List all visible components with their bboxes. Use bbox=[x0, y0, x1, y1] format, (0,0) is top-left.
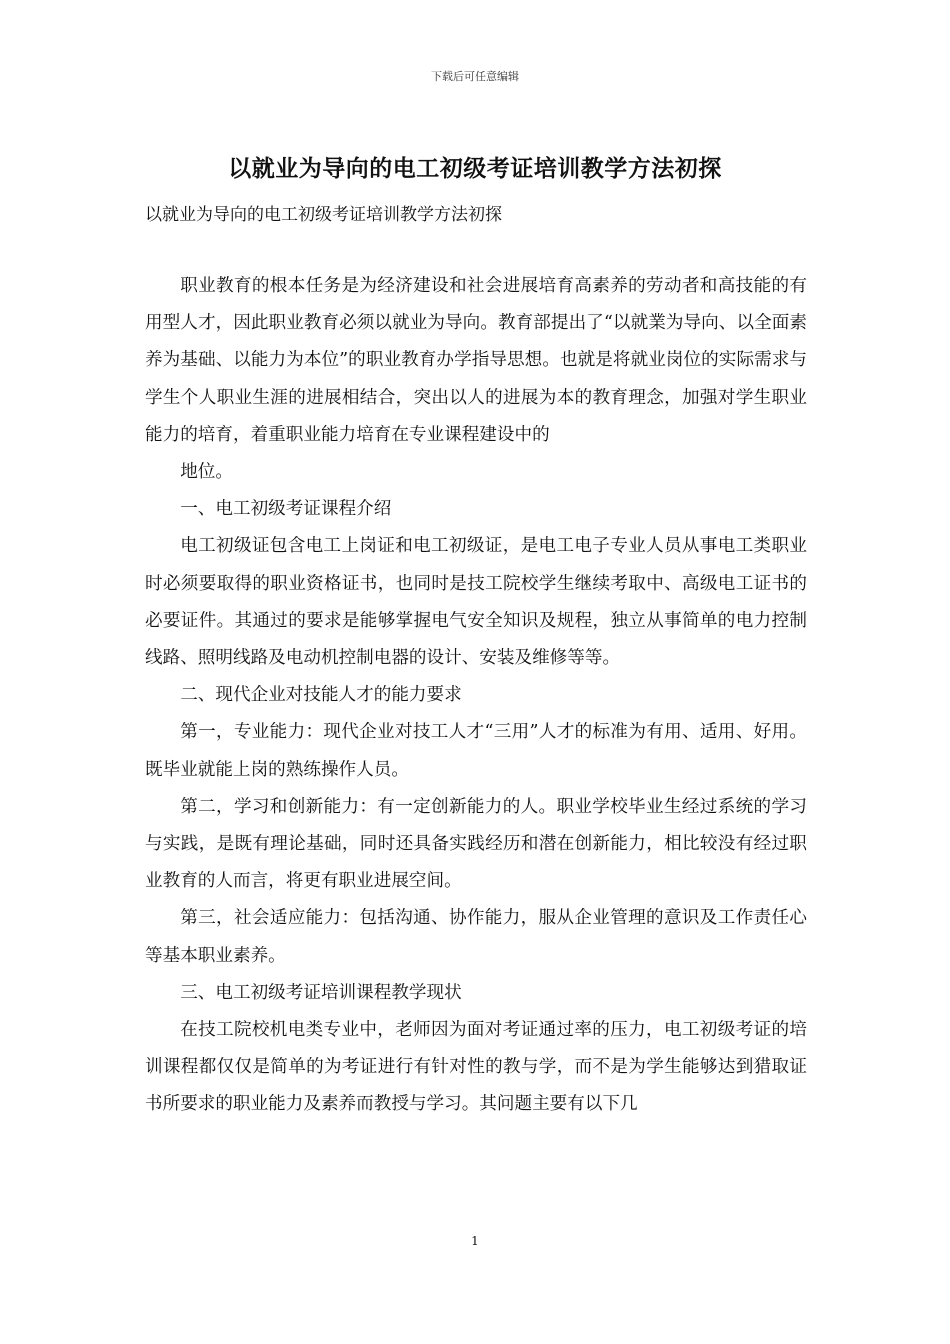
document-title: 以就业为导向的电工初级考证培训教学方法初探 bbox=[228, 155, 722, 182]
paragraph-first-ability: 第一，专业能力：现代企业对技工人才“三用”人才的标准为有用、适用、好用。既毕业就能上岗的熟练操作人员。 bbox=[145, 722, 807, 780]
paragraph-section-3: 在技工院校机电类专业中，老师因为面对考证通过率的压力，电工初级考证的培训课程都仅仅是简单的为考证进行有针对性的教与学，而不是为学生能够达到猎取证书所要求的职业能力及素养而教授与学习。其问题主要有以下几 bbox=[145, 1020, 807, 1115]
section-heading-2: 二、现代企业对技能人才的能力要求 bbox=[180, 685, 462, 706]
paragraph-third-ability: 第三，社会适应能力：包括沟通、协作能力，服从企业管理的意识及工作责任心等基本职业素养。 bbox=[145, 908, 807, 966]
page-header-note: 下载后可任意编辑 bbox=[431, 70, 519, 83]
paragraph-second-ability: 第二，学习和创新能力：有一定创新能力的人。职业学校毕业生经过系统的学习与实践，是既有理论基础，同时还具备实践经历和潜在创新能力，相比较没有经过职业教育的人而言，将更有职业进展空间。 bbox=[145, 796, 807, 892]
paragraph-section-1: 电工初级证包含电工上岗证和电工初级证，是电工电子专业人员从事电工类职业时必须要取得的职业资格证书，也同时是技工院校学生继续考取中、高级电工证书的必要证件。其通过的要求是能够掌握电气安全知识及规程，独立从事简单的电力控制线路、照明线路及电动机控制电器的设计、安装及维修等等。 bbox=[145, 536, 807, 669]
document-body bbox=[145, 268, 807, 1124]
section-heading-3: 三、电工初级考证培训课程教学现状 bbox=[180, 982, 462, 1003]
page-number: 1 bbox=[471, 1234, 479, 1248]
section-heading-1: 一、电工初级考证课程介绍 bbox=[180, 499, 392, 520]
document-subtitle: 以就业为导向的电工初级考证培训教学方法初探 bbox=[145, 205, 502, 225]
paragraph-intro: 职业教育的根本任务是为经济建设和社会进展培育高素养的劳动者和高技能的有用型人才，因此职业教育必须以就业为导向。教育部提出了“以就業为导向、以全面素养为基础、以能力为本位”的职业教育办学指导思想。也就是将就业岗位的实际需求与学生个人职业生涯的进展相结合，突出以人的进展为本的教育理念，加强对学生职业能力的培育，着重职业能力培育在专业课程建设中的 bbox=[145, 276, 807, 445]
paragraph-intro-end: 地位。 bbox=[180, 462, 233, 483]
